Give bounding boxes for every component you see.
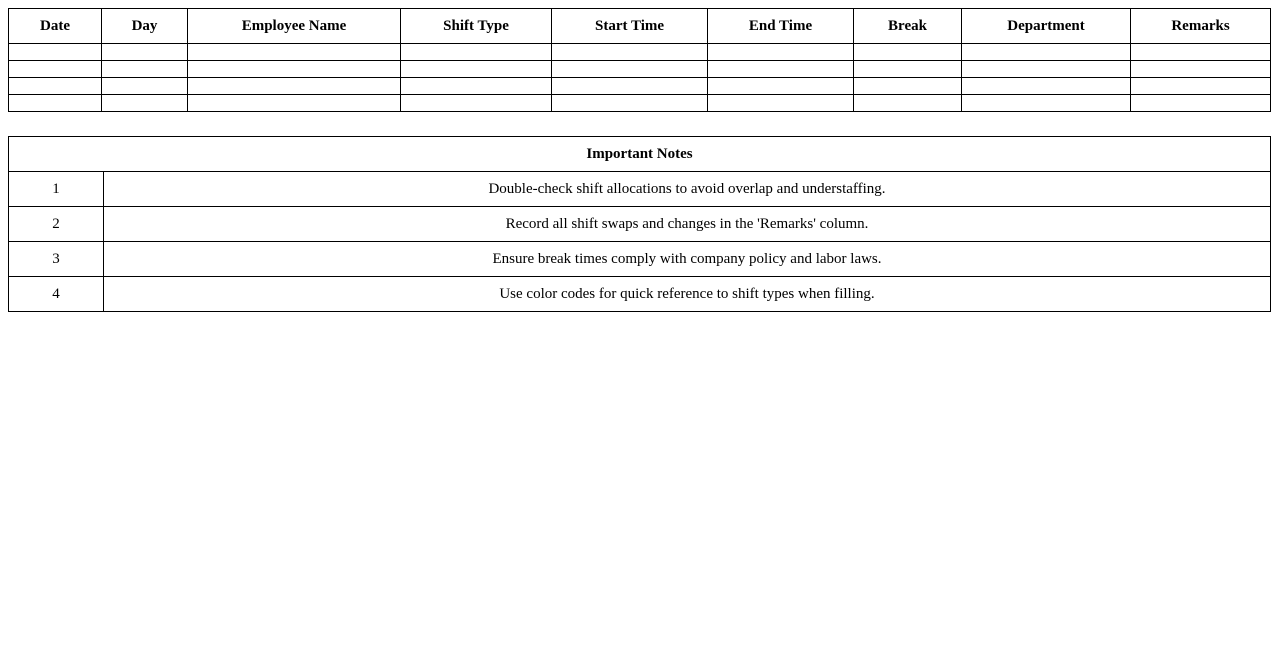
cell-start-time[interactable] [552, 44, 708, 61]
cell-remarks[interactable] [1131, 44, 1271, 61]
cell-shift-type[interactable] [401, 44, 552, 61]
note-row [9, 242, 1271, 277]
cell-day[interactable] [102, 78, 188, 95]
note-number: 3 [9, 242, 104, 277]
cell-employee-name[interactable] [188, 78, 401, 95]
cell-shift-type[interactable] [401, 61, 552, 78]
header-department: Department [962, 9, 1131, 44]
header-remarks: Remarks [1131, 9, 1271, 44]
cell-end-time[interactable] [708, 44, 854, 61]
table-row [9, 61, 1271, 78]
cell-end-time[interactable] [708, 61, 854, 78]
cell-employee-name[interactable] [188, 44, 401, 61]
cell-date[interactable] [9, 44, 102, 61]
cell-day[interactable] [102, 44, 188, 61]
cell-start-time[interactable] [552, 61, 708, 78]
notes-header-row [9, 137, 1271, 172]
cell-day[interactable] [102, 61, 188, 78]
cell-date[interactable] [9, 78, 102, 95]
cell-remarks[interactable] [1131, 78, 1271, 95]
table-row [9, 95, 1271, 112]
note-number: 1 [9, 172, 104, 207]
cell-employee-name[interactable] [188, 61, 401, 78]
note-text: Record all shift swaps and changes in the 'Remarks' column. [104, 207, 1271, 242]
table-row [9, 78, 1271, 95]
cell-date[interactable] [9, 95, 102, 112]
header-end-time: End Time [708, 9, 854, 44]
cell-break[interactable] [854, 61, 962, 78]
note-number: 4 [9, 277, 104, 312]
cell-date[interactable] [9, 61, 102, 78]
note-text: Double-check shift allocations to avoid overlap and understaffing. [104, 172, 1271, 207]
note-row [9, 277, 1271, 312]
cell-department[interactable] [962, 44, 1131, 61]
header-shift-type: Shift Type [401, 9, 552, 44]
header-day: Day [102, 9, 188, 44]
cell-start-time[interactable] [552, 78, 708, 95]
header-start-time: Start Time [552, 9, 708, 44]
note-text: Ensure break times comply with company policy and labor laws. [104, 242, 1271, 277]
important-notes-table [8, 136, 1271, 312]
cell-end-time[interactable] [708, 95, 854, 112]
note-text: Use color codes for quick reference to shift types when filling. [104, 277, 1271, 312]
header-date: Date [9, 9, 102, 44]
cell-shift-type[interactable] [401, 95, 552, 112]
cell-department[interactable] [962, 61, 1131, 78]
cell-break[interactable] [854, 44, 962, 61]
cell-remarks[interactable] [1131, 95, 1271, 112]
cell-break[interactable] [854, 78, 962, 95]
cell-shift-type[interactable] [401, 78, 552, 95]
cell-remarks[interactable] [1131, 61, 1271, 78]
cell-department[interactable] [962, 78, 1131, 95]
header-break: Break [854, 9, 962, 44]
note-row [9, 207, 1271, 242]
header-employee-name: Employee Name [188, 9, 401, 44]
cell-start-time[interactable] [552, 95, 708, 112]
cell-day[interactable] [102, 95, 188, 112]
cell-department[interactable] [962, 95, 1131, 112]
shift-table-header-row [9, 9, 1271, 44]
cell-employee-name[interactable] [188, 95, 401, 112]
cell-end-time[interactable] [708, 78, 854, 95]
note-number: 2 [9, 207, 104, 242]
shift-schedule-table [8, 8, 1271, 112]
table-row [9, 44, 1271, 61]
notes-title: Important Notes [9, 137, 1271, 172]
note-row [9, 172, 1271, 207]
cell-break[interactable] [854, 95, 962, 112]
